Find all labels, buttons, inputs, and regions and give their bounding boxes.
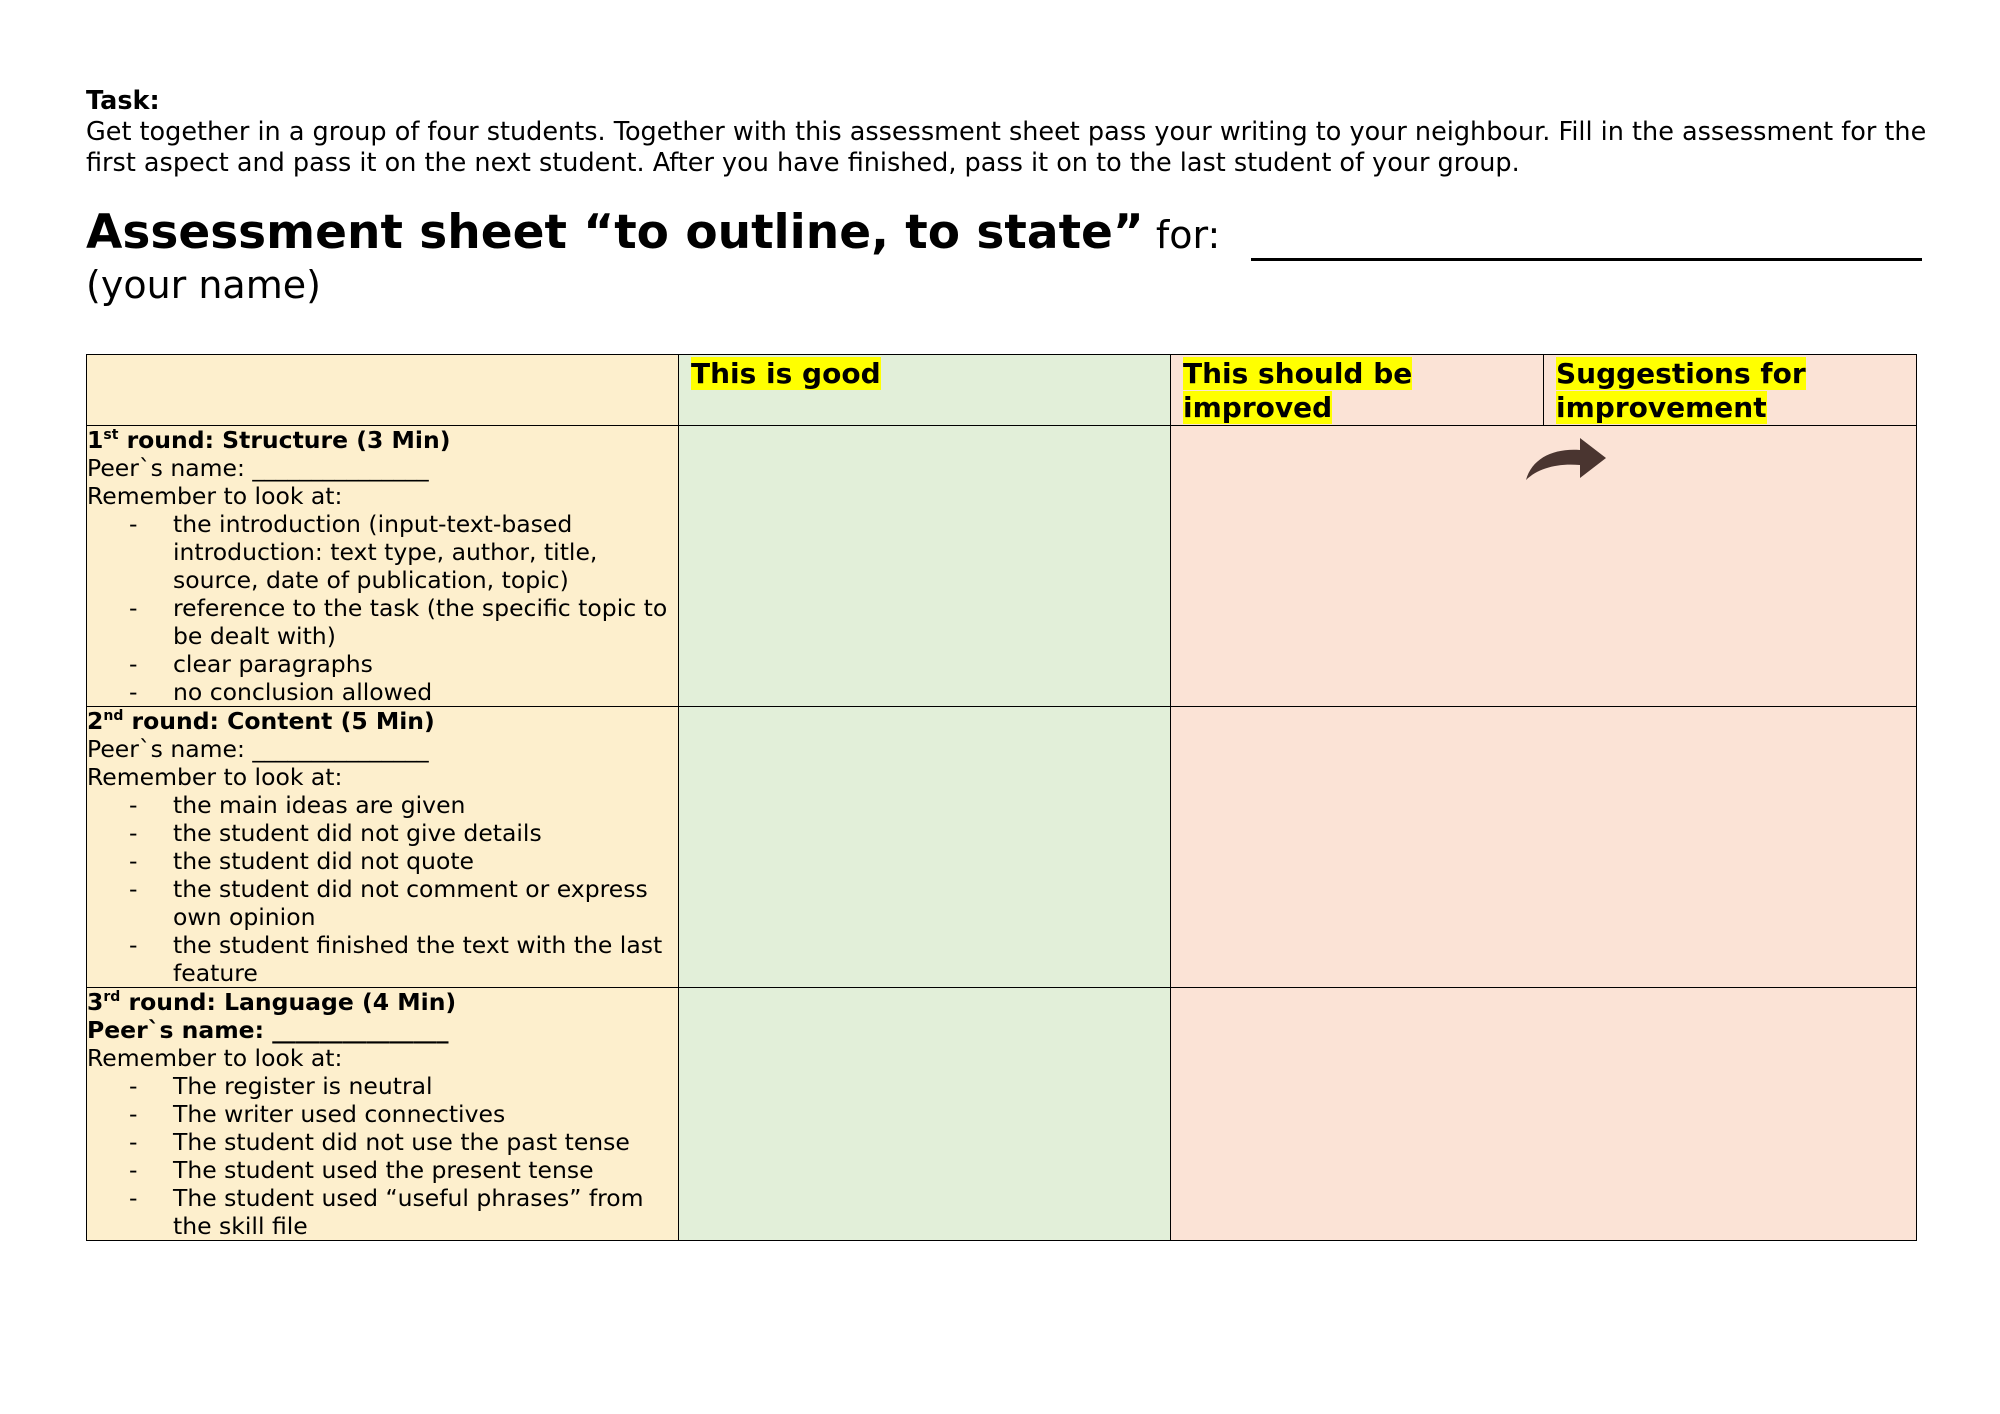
round-3-points bbox=[87, 1072, 678, 1240]
name-blank-line[interactable] bbox=[1251, 258, 1922, 261]
list-item: - the student did not give details bbox=[87, 819, 678, 847]
round-1-title: 1st round: Structure (3 Min) bbox=[87, 426, 451, 454]
table-header-row bbox=[87, 355, 1917, 426]
round-2-points bbox=[87, 791, 678, 987]
round-2-improve-cell[interactable] bbox=[1171, 707, 1917, 988]
table-row bbox=[87, 426, 1917, 707]
list-item: - clear paragraphs bbox=[87, 650, 678, 678]
round-2-peer-name: Peer`s name: _______________ bbox=[87, 735, 429, 763]
round-1-peer-name: Peer`s name: _______________ bbox=[87, 454, 429, 482]
list-item: - the student did not quote bbox=[87, 847, 678, 875]
list-item: - the introduction (input-text-based introduction: text type, author, title, source, date of publication, topic) bbox=[87, 510, 678, 594]
assessment-table bbox=[86, 354, 1917, 1241]
list-item: - the main ideas are given bbox=[87, 791, 678, 819]
round-1-remember: Remember to look at: bbox=[87, 482, 343, 510]
round-3-peer-name: Peer`s name: _______________ bbox=[87, 1016, 449, 1044]
list-item: - the student did not comment or express own opinion bbox=[87, 875, 678, 931]
list-item: - no conclusion allowed bbox=[87, 678, 678, 706]
header-suggestions-label: Suggestions for improvement bbox=[1556, 357, 1806, 424]
curved-right-arrow-icon bbox=[1524, 432, 1608, 482]
header-good-cell bbox=[679, 355, 1171, 426]
page-title bbox=[86, 205, 1936, 263]
list-item: - The student used the present tense bbox=[87, 1156, 678, 1184]
list-item: - The student did not use the past tense bbox=[87, 1128, 678, 1156]
round-1-good-cell[interactable] bbox=[679, 426, 1171, 707]
round-3-good-cell[interactable] bbox=[679, 988, 1171, 1241]
round-2-criteria-cell bbox=[87, 707, 679, 988]
round-2-remember: Remember to look at: bbox=[87, 763, 343, 791]
round-2-good-cell[interactable] bbox=[679, 707, 1171, 988]
list-item: - the student finished the text with the last feature bbox=[87, 931, 678, 987]
round-2-title: 2nd round: Content (5 Min) bbox=[87, 707, 435, 735]
header-should-improve-label: This should be improved bbox=[1183, 357, 1413, 424]
title-for: for: bbox=[1143, 213, 1221, 257]
round-1-points bbox=[87, 510, 678, 706]
header-criteria-cell bbox=[87, 355, 679, 426]
title-main: Assessment sheet “to outline, to state” bbox=[86, 205, 1144, 260]
task-instructions bbox=[86, 86, 1936, 179]
task-text: Get together in a group of four students. Together with this assessment sheet pass your writing to your neighbour. Fill in the assessment for the first aspect and pass it on the next student. After you have finished, pass it on to the last student of your group. bbox=[86, 117, 1927, 178]
round-1-criteria-cell bbox=[87, 426, 679, 707]
table-row bbox=[87, 707, 1917, 988]
round-3-improve-cell[interactable] bbox=[1171, 988, 1917, 1241]
table-row bbox=[87, 988, 1917, 1241]
round-3-title: 3rd round: Language (4 Min) bbox=[87, 988, 457, 1016]
task-label: Task: bbox=[86, 86, 160, 116]
list-item: - The register is neutral bbox=[87, 1072, 678, 1100]
your-name-hint: (your name) bbox=[86, 263, 321, 307]
list-item: - reference to the task (the specific topic to be dealt with) bbox=[87, 594, 678, 650]
round-3-criteria-cell bbox=[87, 988, 679, 1241]
header-suggestions-cell bbox=[1544, 355, 1917, 426]
header-good-label: This is good bbox=[691, 357, 881, 390]
list-item: - The student used “useful phrases” from the skill file bbox=[87, 1184, 678, 1240]
header-should-improve-cell bbox=[1171, 355, 1544, 426]
list-item: - The writer used connectives bbox=[87, 1100, 678, 1128]
round-3-remember: Remember to look at: bbox=[87, 1044, 343, 1072]
